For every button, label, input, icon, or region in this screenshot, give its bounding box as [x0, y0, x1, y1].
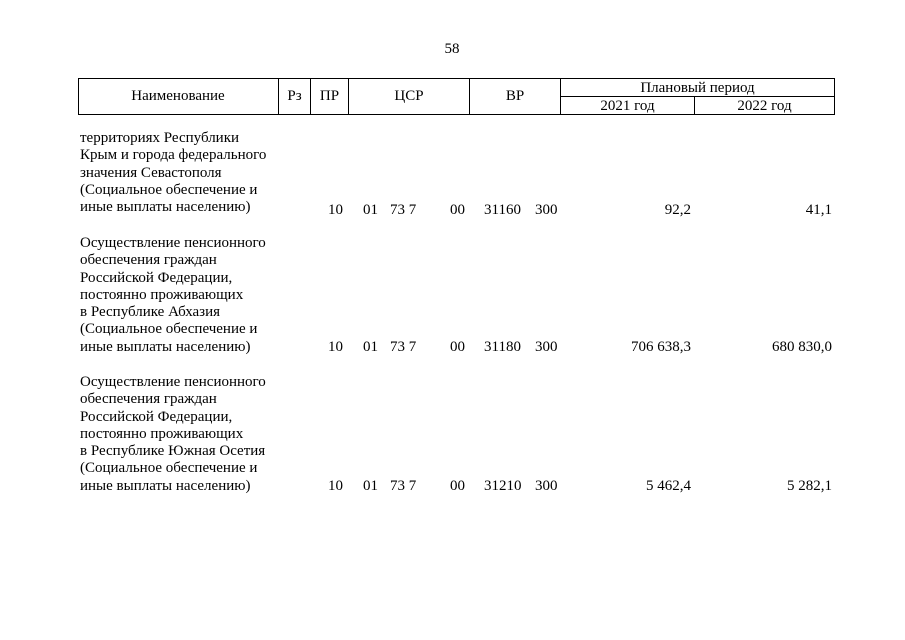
header-vr: ВР	[505, 88, 525, 104]
row-rz: 10	[328, 202, 343, 218]
row-pr: 01	[363, 478, 378, 494]
row-value-2021: 92,2	[664, 202, 691, 218]
row-csr-program: 73 7	[390, 339, 417, 355]
row-csr-code: 31180	[484, 339, 521, 355]
row-csr-code: 31160	[484, 202, 521, 218]
table-header	[78, 78, 835, 115]
row-csr-code: 31210	[484, 478, 522, 494]
row-pr: 01	[363, 339, 378, 355]
row-csr-sub: 00	[450, 202, 465, 218]
header-name: Наименование	[131, 88, 225, 104]
row-vr: 300	[535, 339, 558, 355]
row-rz: 10	[328, 339, 343, 355]
row-rz: 10	[328, 478, 343, 494]
row-csr-program: 73 7	[390, 202, 417, 218]
row-value-2022: 41,1	[805, 202, 832, 218]
table-row	[0, 130, 905, 220]
row-pr: 01	[363, 202, 378, 218]
header-year-2022: 2022 год	[737, 98, 792, 114]
table-row	[0, 374, 905, 499]
row-name: территориях Республики Крым и города федерального значения Севастополя (Социальное обеспечение и иные выплаты населению)	[80, 130, 267, 216]
row-csr-sub: 00	[450, 478, 465, 494]
row-vr: 300	[535, 202, 558, 218]
row-name: Осуществление пенсионного обеспечения граждан Российской Федерации, постоянно проживающих в Республике Южная Осетия (Социальное обеспечение и иные выплаты населению)	[80, 374, 266, 494]
page-number: 58	[444, 41, 460, 57]
row-value-2022: 5 282,1	[787, 478, 832, 494]
row-csr-sub: 00	[450, 339, 465, 355]
row-csr-program: 73 7	[390, 478, 417, 494]
header-year-2021: 2021 год	[600, 98, 655, 114]
header-csr: ЦСР	[394, 88, 424, 104]
row-value-2021: 706 638,3	[631, 339, 691, 355]
table-row	[0, 235, 905, 360]
row-value-2021: 5 462,4	[646, 478, 691, 494]
header-pr: ПР	[319, 88, 340, 104]
row-vr: 300	[535, 478, 558, 494]
header-rz: Рз	[287, 88, 302, 104]
row-name: Осуществление пенсионного обеспечения граждан Российской Федерации, постоянно проживающих в Республике Абхазия (Социальное обеспечение и иные выплаты населению)	[80, 235, 266, 355]
row-value-2022: 680 830,0	[772, 339, 832, 355]
header-planned-period: Плановый период	[640, 80, 755, 96]
